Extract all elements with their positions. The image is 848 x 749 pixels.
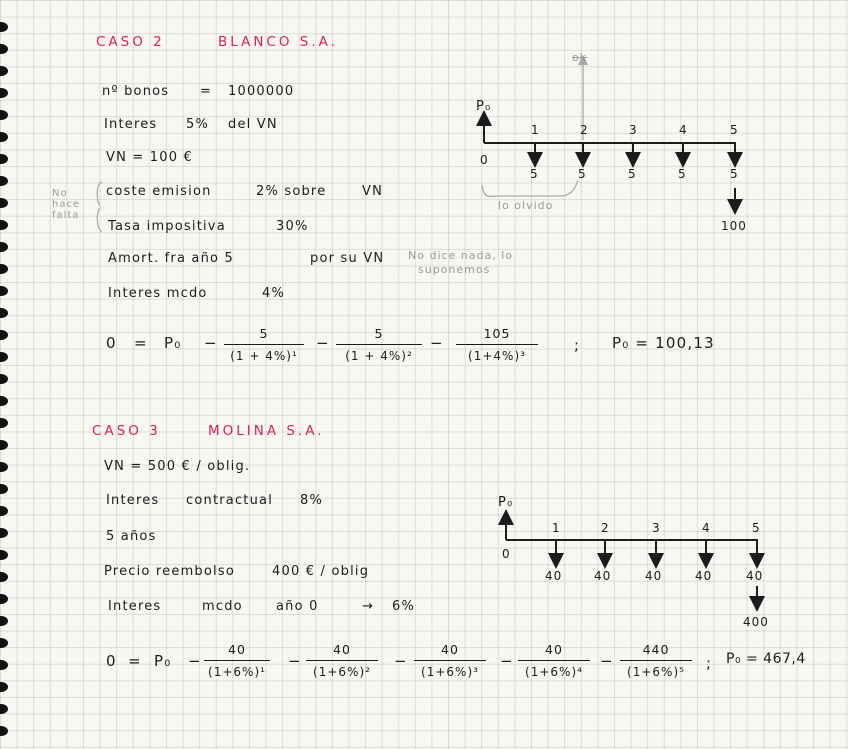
caso2-flow-4: 5 [678,167,687,181]
caso3-interes-contractual: contractual [186,493,274,508]
caso2-term-2-den: (1 + 4%)² [345,349,413,363]
caso2-term-3-den: (1+4%)³ [468,349,526,363]
caso3-mercado-arrow: → [362,599,375,614]
caso2-period-3: 3 [629,123,638,137]
caso3-period-4: 4 [702,521,711,535]
caso3-term-2-den: (1+6%)² [313,665,371,679]
caso2-term-1-den: (1 + 4%)¹ [230,349,298,363]
caso3-company: MOLINA S.A. [208,423,325,439]
caso2-eq-equals: = [134,334,148,352]
caso3-precio-value: 400 € / oblig [272,564,370,579]
caso3-flow-1: 40 [545,569,563,583]
caso3-flow-5: 40 [746,569,764,583]
caso3-eq-minus-3: − [394,652,408,670]
caso3-eq-equals: = [128,652,142,670]
caso3-period-3: 3 [652,521,661,535]
caso3-term-5-num: 440 [642,642,670,657]
caso2-flow-3: 5 [628,167,637,181]
mercado-label: Interes mcdo [108,286,208,301]
caso2-crossed-label: ok [572,51,588,64]
caso2-eq-p0: P₀ [164,334,182,352]
coste-label: coste emision [106,184,212,199]
caso3-term-3-den: (1+6%)³ [421,665,479,679]
caso3-precio-label: Precio reembolso [104,564,235,579]
caso3-interes-value: 8% [300,493,324,508]
caso3-eq-minus-4: − [500,652,514,670]
caso3-eq-minus-2: − [288,652,302,670]
caso3-flow-2: 40 [594,569,612,583]
caso2-term-1-num: 5 [259,326,269,341]
caso3-eq-semicolon: ; [706,654,713,672]
caso3-term-4 [518,642,590,679]
caso3-period-0: 0 [502,547,511,561]
caso3-title: CASO 3 [92,423,161,439]
interes-value: 5% [186,117,210,132]
caso3-interes-label: Interes [106,493,160,508]
coste-value: 2% sobre [256,184,327,199]
tasa-value: 30% [276,219,309,234]
caso3-term-1-num: 40 [228,642,246,657]
caso3-term-1 [204,642,270,679]
vn-line: VN = 100 € [106,150,193,165]
caso2-p0-label: P₀ [476,99,492,114]
caso3-anos: 5 años [106,529,157,544]
mercado-value: 4% [262,286,286,301]
coste-vn: VN [362,184,384,199]
caso3-term-2 [306,642,378,679]
interes-label: Interes [104,117,158,132]
caso3-term-2-num: 40 [333,642,351,657]
caso2-period-1: 1 [531,123,540,137]
caso2-eq-minus-3: − [430,334,444,352]
caso2-eq-minus-2: − [316,334,330,352]
caso3-term-1-den: (1+6%)¹ [208,665,266,679]
note-lo-olvido: lo olvido [498,199,554,212]
caso3-mercado-label: Interes [108,599,162,614]
caso3-mercado-mcdo: mcdo [202,599,243,614]
tasa-label: Tasa impositiva [108,219,226,234]
caso2-term-3-num: 105 [483,326,511,341]
note-no-dice-nada: No dice nada, lo [408,249,514,262]
caso3-mercado-ano: año 0 [276,599,319,614]
caso2-term-2-num: 5 [374,326,384,341]
caso2-period-5: 5 [730,123,739,137]
caso2-flow-5: 5 [730,167,739,181]
caso3-eq-minus-5: − [600,652,614,670]
bonos-label: nº bonos [102,84,170,99]
caso3-period-5: 5 [752,521,761,535]
caso3-term-3-num: 40 [441,642,459,657]
caso2-term-1 [224,326,304,363]
amort-por-su-vn: por su VN [310,251,385,266]
caso2-term-2 [336,326,422,363]
caso2-eq-minus-1: − [204,334,218,352]
caso3-eq-minus-1: − [188,652,202,670]
amort-text: Amort. fra año 5 [108,251,234,266]
caso3-period-2: 2 [601,521,610,535]
caso2-flow-2: 5 [578,167,587,181]
caso3-eq-p0: P₀ [154,652,172,670]
note-no-hace-falta: No hace falta [52,188,81,221]
caso2-timeline [484,118,736,207]
caso3-p0-label: P₀ [498,495,514,510]
caso3-flow-3: 40 [645,569,663,583]
caso2-company: BLANCO S.A. [218,34,338,50]
caso3-term-5 [620,642,692,679]
caso3-eq-result: P₀ = 467,4 [726,651,806,667]
caso2-period-0: 0 [480,153,489,167]
caso3-term-5-den: (1+6%)⁵ [627,665,685,679]
caso3-flow-4: 40 [695,569,713,583]
caso2-flow-redemption: 100 [721,219,747,233]
caso2-eq-semicolon: ; [574,336,581,354]
caso2-title: CASO 2 [96,34,165,50]
caso2-eq-result: P₀ = 100,13 [612,334,715,352]
caso3-term-4-den: (1+6%)⁴ [525,665,583,679]
caso3-timeline [506,517,758,604]
caso3-vn-line: VN = 500 € / oblig. [104,459,251,474]
caso3-eq-zero: 0 [106,652,117,670]
bonos-equals: = [200,84,213,99]
caso2-eq-zero: 0 [106,334,117,352]
caso3-mercado-value: 6% [392,599,416,614]
caso3-term-3 [414,642,486,679]
bonos-value: 1000000 [228,84,295,99]
caso2-flow-1: 5 [530,167,539,181]
caso3-period-1: 1 [552,521,561,535]
caso2-term-3 [456,326,538,363]
caso3-flow-redemption: 400 [743,615,769,629]
caso2-period-4: 4 [679,123,688,137]
interes-del-vn: del VN [228,117,278,132]
caso3-term-4-num: 40 [545,642,563,657]
note-suponemos: suponemos [418,263,491,276]
caso2-period-2: 2 [580,123,589,137]
